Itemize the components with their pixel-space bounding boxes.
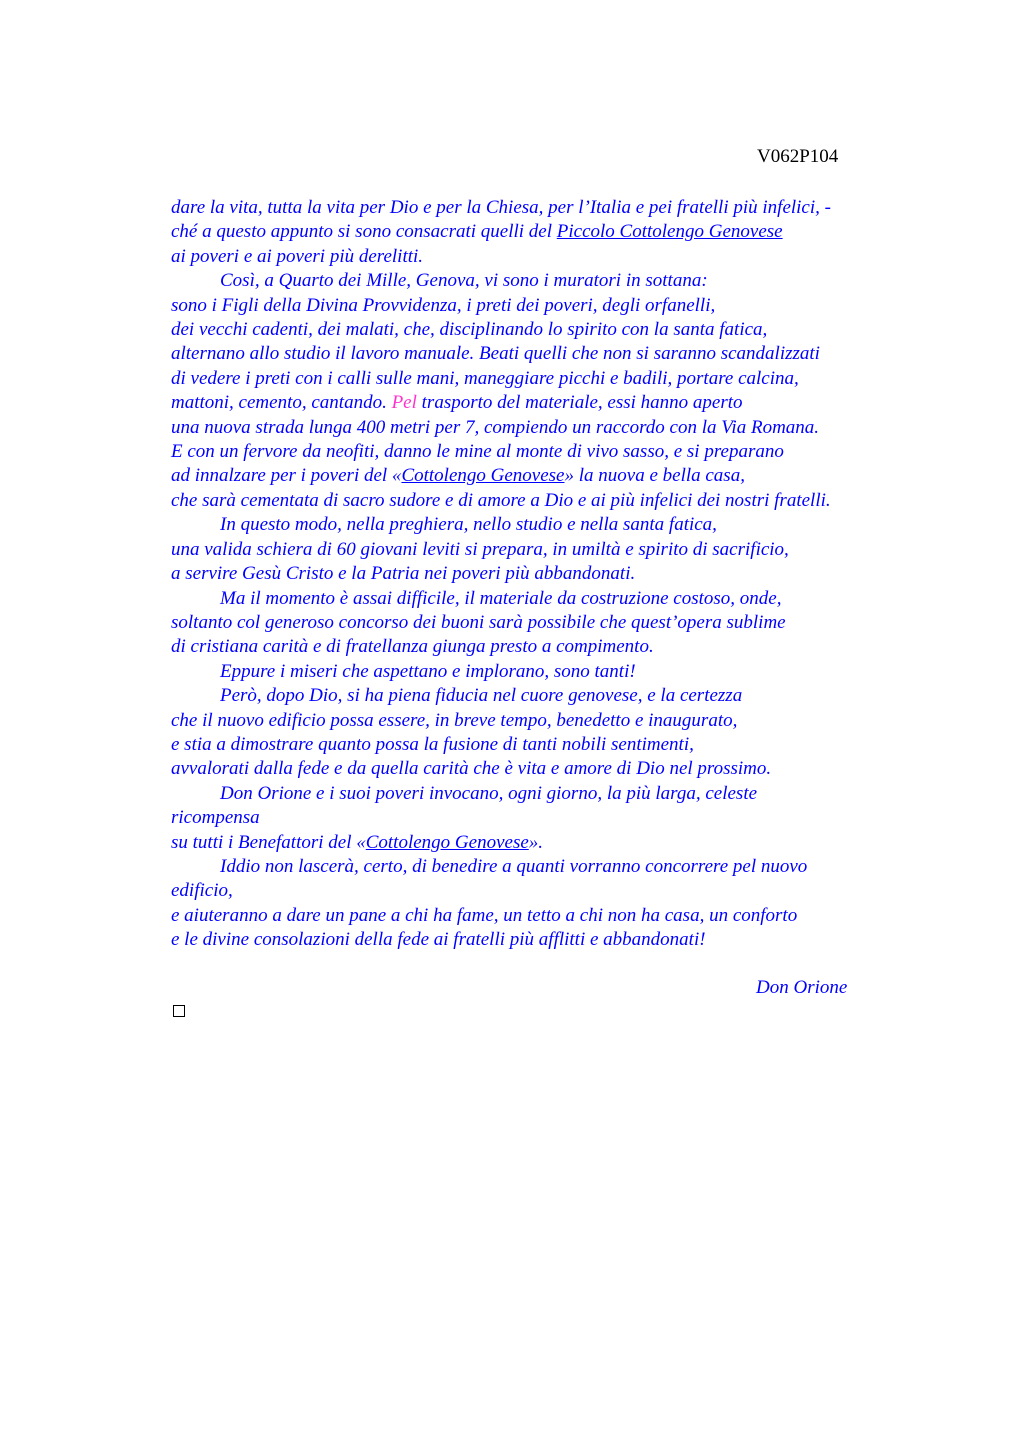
text-line: su tutti i Benefattori del «Cottolengo Genovese». <box>171 831 544 853</box>
text-line: e aiuteranno a dare un pane a chi ha fame, un tetto a chi non ha casa, un conforto <box>171 904 798 926</box>
paragraph-start: Però, dopo Dio, si ha piena fiducia nel cuore genovese, e la certezza <box>220 685 743 707</box>
text-line: E con un fervore da neofiti, danno le mine al monte di vivo sasso, e si preparano <box>171 441 784 463</box>
text-line: alternano allo studio il lavoro manuale. Beati quelli che non si saranno scandalizzati <box>171 343 820 365</box>
text-line: di cristiana carità e di fratellanza giunga presto a compimento. <box>171 636 654 658</box>
text-line: avvalorati dalla fede e da quella carità che è vita e amore di Dio nel prossimo. <box>171 758 772 780</box>
paragraph-start: In questo modo, nella preghiera, nello studio e nella santa fatica, <box>220 514 717 536</box>
text-line: dare la vita, tutta la vita per Dio e per la Chiesa, per l’Italia e pei fratelli più infelici, - <box>171 197 831 218</box>
text-line: una nuova strada lunga 400 metri per 7, compiendo un raccordo con la Via Romana. <box>171 416 820 438</box>
page-code: V062P104 <box>757 146 839 167</box>
letter-body <box>171 196 901 953</box>
piccolo-cottolengo-link[interactable]: Piccolo Cottolengo Genovese <box>556 221 783 243</box>
end-marker-box <box>173 1005 185 1017</box>
text-line: che sarà cementata di sacro sudore e di amore a Dio e ai più infelici dei nostri fratelli. <box>171 489 831 511</box>
paragraph-start: Don Orione e i suoi poveri invocano, ogni giorno, la più larga, celeste <box>220 782 758 804</box>
paragraph-start: Iddio non lascerà, certo, di benedire a quanti vorranno concorrere pel nuovo <box>220 855 808 877</box>
paragraph-start: Eppure i miseri che aspettano e implorano, sono tanti! <box>220 660 636 682</box>
text-line: edificio, <box>171 880 233 902</box>
text-line: una valida schiera di 60 giovani leviti si prepara, in umiltà e spirito di sacrificio, <box>171 538 789 560</box>
text-line: ai poveri e ai poveri più derelitti. <box>171 245 424 267</box>
text-line: ad innalzare per i poveri del «Cottolengo Genovese» la nuova e bella casa, <box>171 465 745 487</box>
highlighted-word: Pel <box>391 392 417 414</box>
text-line: di vedere i preti con i calli sulle mani, maneggiare picchi e badili, portare calcina, <box>171 367 799 389</box>
text-line: a servire Gesù Cristo e la Patria nei poveri più abbandonati. <box>171 563 636 585</box>
paragraph-start: Così, a Quarto dei Mille, Genova, vi sono i muratori in sottana: <box>220 270 708 292</box>
text-line: mattoni, cemento, cantando. Pel trasporto del materiale, essi hanno aperto <box>171 392 743 414</box>
cottolengo-genovese-link[interactable]: Cottolengo Genovese <box>401 465 565 487</box>
text-line: ricompensa <box>171 807 260 829</box>
signature: Don Orione <box>756 977 848 998</box>
cottolengo-genovese-link[interactable]: Cottolengo Genovese <box>365 831 529 853</box>
text-line: ché a questo appunto si sono consacrati quelli del Piccolo Cottolengo Genovese <box>171 221 783 243</box>
text-line: soltanto col generoso concorso dei buoni sarà possibile che quest’opera sublime <box>171 611 786 633</box>
text-line: e le divine consolazioni della fede ai fratelli più afflitti e abbandonati! <box>171 929 706 951</box>
text-line: sono i Figli della Divina Provvidenza, i preti dei poveri, degli orfanelli, <box>171 294 716 316</box>
text-line: che il nuovo edificio possa essere, in breve tempo, benedetto e inaugurato, <box>171 709 738 731</box>
text-line: e stia a dimostrare quanto possa la fusione di tanti nobili sentimenti, <box>171 733 694 755</box>
paragraph-start: Ma il momento è assai difficile, il materiale da costruzione costoso, onde, <box>220 587 782 609</box>
text-line: dei vecchi cadenti, dei malati, che, disciplinando lo spirito con la santa fatica, <box>171 319 768 341</box>
